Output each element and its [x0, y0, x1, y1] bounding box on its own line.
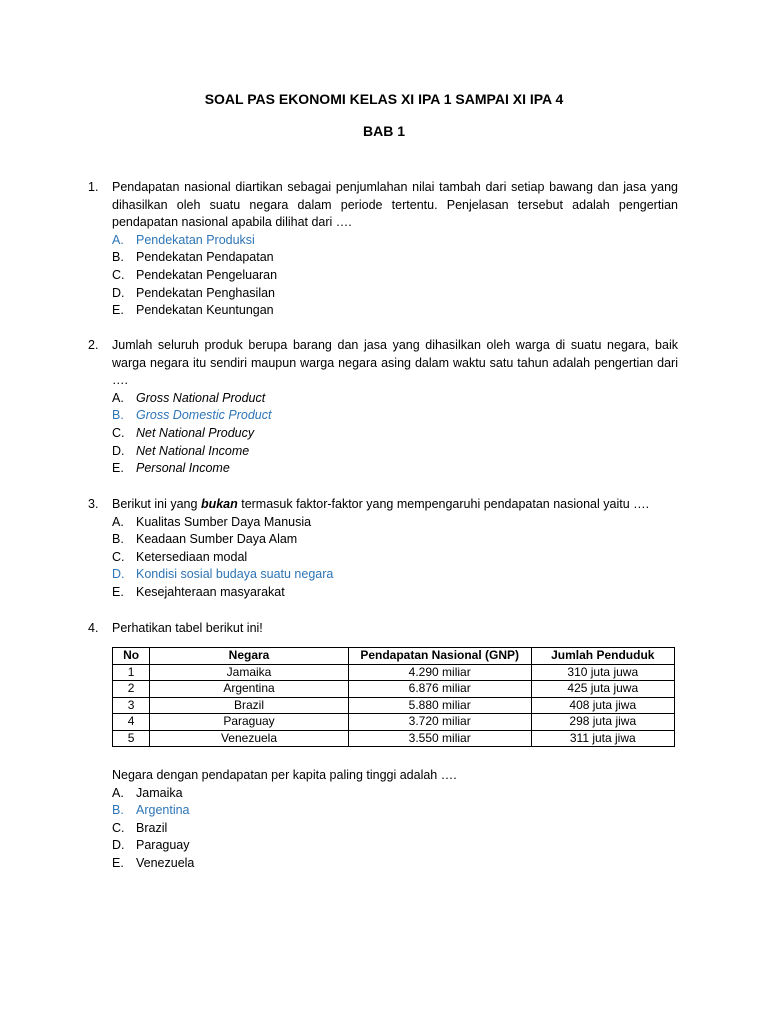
- option-c: [112, 425, 678, 443]
- cell-no: 2: [113, 681, 150, 698]
- document-title: SOAL PAS EKONOMI KELAS XI IPA 1 SAMPAI XI IPA 4: [204, 91, 564, 107]
- cell-gnp: 6.876 miliar: [348, 681, 531, 698]
- table-row: [113, 714, 675, 731]
- option-e: [112, 855, 678, 873]
- option-a: [112, 514, 678, 532]
- table-row: [113, 664, 675, 681]
- option-d: [112, 443, 678, 461]
- question-number: 1.: [88, 180, 99, 194]
- cell-country: Argentina: [150, 681, 349, 698]
- option-letter: B.: [112, 803, 124, 818]
- option-letter: D.: [112, 838, 125, 853]
- option-text: Keadaan Sumber Daya Alam: [136, 532, 298, 547]
- option-text: Net National Income: [136, 443, 250, 458]
- option-text: Gross National Product: [136, 390, 266, 405]
- option-letter: D.: [112, 443, 125, 458]
- option-text: Kualitas Sumber Daya Manusia: [136, 514, 312, 529]
- option-text: Venezuela: [136, 855, 195, 870]
- option-d: [112, 285, 678, 303]
- header-gnp: Pendapatan Nasional (GNP): [348, 648, 531, 665]
- cell-country: Paraguay: [150, 714, 349, 731]
- table-row: [113, 730, 675, 747]
- header-no: No: [113, 648, 150, 665]
- table-row: [113, 697, 675, 714]
- question-4: [88, 620, 678, 638]
- cell-population: 310 juta juwa: [531, 664, 674, 681]
- option-letter: E.: [112, 584, 124, 599]
- gnp-population-table: [112, 647, 675, 747]
- option-e: [112, 460, 678, 478]
- option-d: [112, 837, 678, 855]
- cell-gnp: 3.550 miliar: [348, 730, 531, 747]
- option-b: [112, 407, 678, 425]
- cell-population: 298 juta jiwa: [531, 714, 674, 731]
- answer-options: [112, 514, 678, 602]
- cell-gnp: 5.880 miliar: [348, 697, 531, 714]
- answer-options: [112, 232, 678, 320]
- cell-country: Venezuela: [150, 730, 349, 747]
- header-population: Jumlah Penduduk: [531, 648, 674, 665]
- table-row: [113, 681, 675, 698]
- question-1: [88, 179, 678, 320]
- question-3: [88, 496, 678, 602]
- question-2: [88, 337, 678, 478]
- option-a: [112, 390, 678, 408]
- followup-text: Negara dengan pendapatan per kapita paling tinggi adalah ….: [112, 768, 457, 782]
- cell-country: Jamaika: [150, 664, 349, 681]
- option-b: [112, 249, 678, 267]
- question-number: 4.: [88, 621, 99, 635]
- option-letter: A.: [112, 390, 124, 405]
- option-b: [112, 531, 678, 549]
- option-b: [112, 802, 678, 820]
- option-text: Ketersediaan modal: [136, 549, 248, 564]
- option-text: Paraguay: [136, 838, 190, 853]
- option-letter: A.: [112, 785, 124, 800]
- option-letter: E.: [112, 461, 124, 476]
- cell-population: 425 juta juwa: [531, 681, 674, 698]
- question-text-part: termasuk faktor-faktor yang mempengaruhi pendapatan nasional yaitu ….: [237, 497, 650, 511]
- option-a: [112, 232, 678, 250]
- option-text: Personal Income: [136, 461, 230, 476]
- option-letter: C.: [112, 549, 125, 564]
- cell-no: 5: [113, 730, 150, 747]
- question-number: 3.: [88, 497, 99, 511]
- option-text: Net National Producy: [136, 425, 255, 440]
- option-letter: D.: [112, 567, 125, 582]
- option-c: [112, 549, 678, 567]
- option-c: [112, 820, 678, 838]
- emphasized-word: bukan: [200, 497, 238, 511]
- option-letter: B.: [112, 250, 124, 265]
- cell-gnp: 3.720 miliar: [348, 714, 531, 731]
- answer-options: [112, 390, 678, 478]
- cell-population: 408 juta jiwa: [531, 697, 674, 714]
- question-number: 2.: [88, 338, 99, 352]
- option-e: [112, 302, 678, 320]
- option-text: Kondisi sosial budaya suatu negara: [136, 567, 334, 582]
- option-text: Gross Domestic Product: [136, 408, 272, 423]
- option-letter: B.: [112, 408, 124, 423]
- header-negara: Negara: [150, 648, 349, 665]
- option-letter: A.: [112, 514, 124, 529]
- option-letter: C.: [112, 425, 125, 440]
- option-d: [112, 566, 678, 584]
- option-text: Pendekatan Keuntungan: [136, 303, 274, 318]
- question-4-followup: [112, 767, 678, 873]
- option-text: Argentina: [136, 803, 190, 818]
- option-text: Pendekatan Produksi: [136, 232, 255, 247]
- cell-no: 1: [113, 664, 150, 681]
- cell-country: Brazil: [150, 697, 349, 714]
- option-text: Pendekatan Penghasilan: [136, 285, 276, 300]
- option-text: Kesejahteraan masyarakat: [136, 584, 285, 599]
- option-text: Pendekatan Pendapatan: [136, 250, 274, 265]
- option-c: [112, 267, 678, 285]
- option-letter: D.: [112, 285, 125, 300]
- option-letter: C.: [112, 267, 125, 282]
- cell-no: 3: [113, 697, 150, 714]
- answer-options: [112, 785, 678, 873]
- option-letter: E.: [112, 303, 124, 318]
- option-text: Jamaika: [136, 785, 183, 800]
- option-e: [112, 584, 678, 602]
- table-header-row: [113, 648, 675, 665]
- cell-gnp: 4.290 miliar: [348, 664, 531, 681]
- question-text: Perhatikan tabel berikut ini!: [112, 621, 263, 635]
- chapter-heading: BAB 1: [362, 123, 405, 139]
- cell-no: 4: [113, 714, 150, 731]
- question-text: Jumlah seluruh produk berupa barang dan jasa yang dihasilkan oleh warga di suatu negara, baik warga negara itu sendiri maupun warga negara asing dalam waktu satu tahun adalah pengertian dari ….: [112, 338, 678, 388]
- cell-population: 311 juta jiwa: [531, 730, 674, 747]
- option-letter: B.: [112, 532, 124, 547]
- option-letter: C.: [112, 820, 125, 835]
- question-text: Pendapatan nasional diartikan sebagai penjumlahan nilai tambah dari setiap bawang dan jasa yang dihasilkan oleh suatu negara dalam periode tertentu. Penjelasan tersebut adalah pengertian pendapatan nasional apabila dilihat dari ….: [112, 180, 678, 230]
- option-text: Brazil: [136, 820, 168, 835]
- question-text-part: Berikut ini yang: [112, 497, 201, 511]
- option-letter: E.: [112, 855, 124, 870]
- option-letter: A.: [112, 232, 124, 247]
- option-text: Pendekatan Pengeluaran: [136, 267, 278, 282]
- question-text: [112, 496, 678, 514]
- option-a: [112, 785, 678, 803]
